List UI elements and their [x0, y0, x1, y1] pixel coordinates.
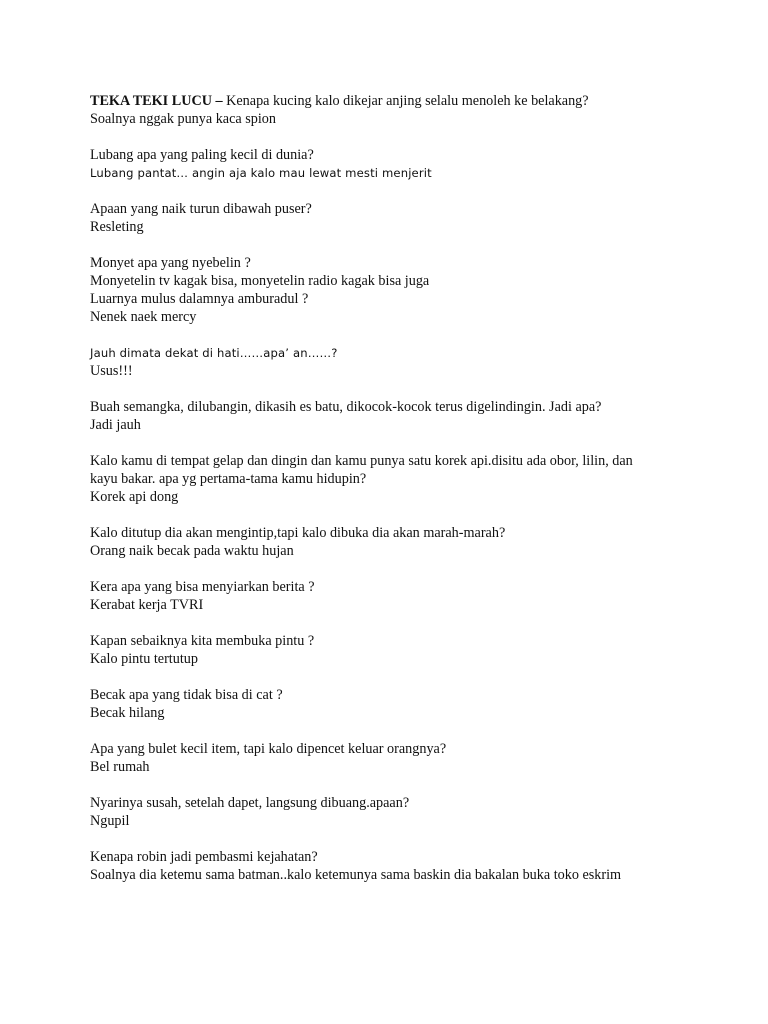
document-body	[90, 92, 690, 902]
riddle-question: Kera apa yang bisa menyiarkan berita ?	[90, 579, 315, 595]
riddle-question-text: Kenapa kucing kalo dikejar anjing selalu menoleh ke belakang?	[226, 93, 589, 109]
riddle-question: Kapan sebaiknya kita membuka pintu ?	[90, 633, 315, 649]
title-dash: –	[211, 93, 227, 109]
riddle-answer: Korek api dong	[90, 489, 179, 505]
riddle-question: Becak apa yang tidak bisa di cat ?	[90, 687, 283, 703]
riddle-question: Luarnya mulus dalamnya amburadul ?	[90, 291, 309, 307]
riddle-block	[90, 632, 690, 668]
riddle-answer: Jadi jauh	[90, 417, 141, 433]
riddle-question: Kalo ditutup dia akan mengintip,tapi kalo dibuka dia akan marah-marah?	[90, 525, 506, 541]
riddle-question: Monyet apa yang nyebelin ?	[90, 255, 251, 271]
riddle-question: Jauh dimata dekat di hati……apa’ an……?	[90, 346, 338, 360]
riddle-block	[90, 578, 690, 614]
riddle-block	[90, 200, 690, 236]
riddle-block	[90, 740, 690, 776]
riddle-question	[90, 92, 690, 110]
riddle-block	[90, 794, 690, 830]
riddle-block	[90, 848, 690, 884]
riddle-answer: Becak hilang	[90, 705, 165, 721]
riddle-question-continued: kayu bakar. apa yg pertama-tama kamu hidupin?	[90, 471, 367, 487]
riddle-answer: Kalo pintu tertutup	[90, 651, 198, 667]
riddle-block	[90, 92, 690, 128]
riddle-question: Apa yang bulet kecil item, tapi kalo dipencet keluar orangnya?	[90, 741, 447, 757]
riddle-question: Kalo kamu di tempat gelap dan dingin dan kamu punya satu korek api.disitu ada obor, lilin, dan	[90, 453, 633, 469]
riddle-block	[90, 398, 690, 434]
riddle-block	[90, 686, 690, 722]
riddle-answer: Usus!!!	[90, 363, 133, 379]
riddle-answer: Nenek naek mercy	[90, 309, 197, 325]
riddle-question: Kenapa robin jadi pembasmi kejahatan?	[90, 849, 318, 865]
riddle-block	[90, 146, 690, 182]
riddle-answer: Resleting	[90, 219, 144, 235]
riddle-block	[90, 254, 690, 326]
riddle-block	[90, 344, 690, 380]
riddle-answer: Ngupil	[90, 813, 130, 829]
document-title: TEKA TEKI LUCU	[90, 93, 212, 109]
riddle-answer: Bel rumah	[90, 759, 150, 775]
riddle-answer: Soalnya nggak punya kaca spion	[90, 111, 276, 127]
riddle-question: Nyarinya susah, setelah dapet, langsung dibuang.apaan?	[90, 795, 410, 811]
riddle-block	[90, 452, 690, 506]
riddle-answer: Orang naik becak pada waktu hujan	[90, 543, 294, 559]
riddle-answer: Soalnya dia ketemu sama batman..kalo ketemunya sama baskin dia bakalan buka toko eskrim	[90, 867, 622, 883]
riddle-question: Lubang apa yang paling kecil di dunia?	[90, 147, 314, 163]
riddle-answer: Kerabat kerja TVRI	[90, 597, 204, 613]
riddle-answer: Monyetelin tv kagak bisa, monyetelin radio kagak bisa juga	[90, 273, 430, 289]
riddle-block	[90, 524, 690, 560]
riddle-question: Buah semangka, dilubangin, dikasih es batu, dikocok-kocok terus digelindingin. Jadi apa?	[90, 399, 602, 415]
riddle-answer: Lubang pantat… angin aja kalo mau lewat mesti menjerit	[90, 166, 432, 180]
riddle-question: Apaan yang naik turun dibawah puser?	[90, 201, 312, 217]
